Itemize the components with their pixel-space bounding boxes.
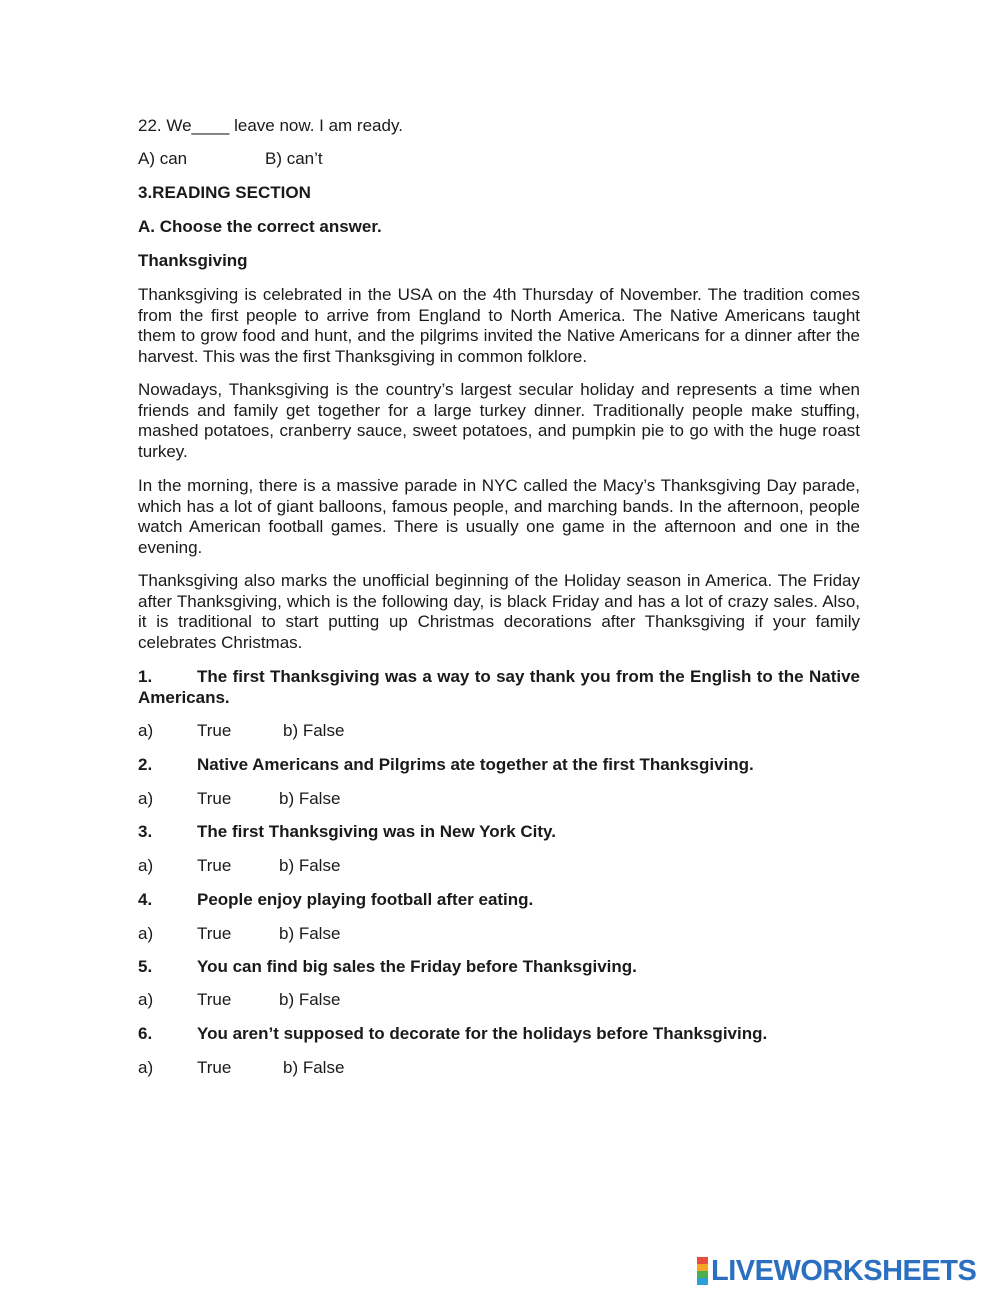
logo-block (697, 1264, 708, 1271)
instruction: A. Choose the correct answer. (138, 217, 382, 236)
logo-block (697, 1271, 708, 1278)
question-number: 4. (138, 890, 153, 909)
question-6-options (138, 1058, 344, 1079)
paragraph-1: Thanksgiving is celebrated in the USA on the 4th Thursday of November. The tradition comes from the first people to arrive from England to North America. The Native Americans taught them to grow food and hunt, and the pilgrims invited the Native Americans for a dinner after the harvest. This was the first Thanksgiving in common folklore. (138, 285, 860, 366)
option-true[interactable]: True (197, 1058, 232, 1077)
reading-title: Thanksgiving (138, 251, 248, 270)
question-number: 6. (138, 1024, 153, 1043)
paragraph-2: Nowadays, Thanksgiving is the country’s largest secular holiday and represents a time when friends and family get together for a large turkey dinner. Traditionally people make stuffing, mashed potatoes, cranberry sauce, sweet potatoes, and pumpkin pie to go with the huge roast turkey. (138, 380, 860, 461)
question-text: You aren’t supposed to decorate for the holidays before Thanksgiving. (197, 1024, 768, 1043)
question-text: The first Thanksgiving was in New York City. (197, 822, 556, 841)
option-a-label: a) (138, 721, 154, 740)
option-true[interactable]: True (197, 990, 232, 1009)
q22-option-a: A) can (138, 149, 188, 168)
option-false[interactable]: b) False (283, 721, 345, 740)
q22-option-b: B) can’t (265, 149, 323, 168)
question-number: 3. (138, 822, 153, 841)
option-false[interactable]: b) False (279, 789, 341, 808)
option-true[interactable]: True (197, 924, 232, 943)
question-2-options (138, 789, 340, 810)
question-4-options (138, 924, 340, 945)
option-a-label: a) (138, 856, 154, 875)
question-3-options (138, 856, 340, 877)
paragraph-4: Thanksgiving also marks the unofficial beginning of the Holiday season in America. The Friday after Thanksgiving, which is the following day, is black Friday and has a lot of crazy sales. Also, it is traditional to start putting up Christmas decorations after Thanksgiving if your family celebrates Christmas. (138, 571, 860, 652)
question-4 (138, 890, 860, 911)
question-5-options (138, 990, 340, 1011)
question-number: 2. (138, 755, 153, 774)
option-true[interactable]: True (197, 721, 232, 740)
question-text: You can find big sales the Friday before Thanksgiving. (197, 957, 637, 976)
option-a-label: a) (138, 789, 154, 808)
logo-block (697, 1257, 708, 1264)
question-number: 1. (138, 667, 153, 686)
question-6 (138, 1024, 860, 1045)
question-1 (138, 667, 860, 708)
paragraph-3: In the morning, there is a massive parade in NYC called the Macy’s Thanksgiving Day parade, which has a lot of giant balloons, famous people, and marching bands. In the afternoon, people watch American football games. There is usually one game in the afternoon and one in the evening. (138, 476, 860, 557)
question-text: People enjoy playing football after eating. (197, 890, 534, 909)
question-3 (138, 822, 860, 843)
section-title: 3.READING SECTION (138, 183, 311, 202)
option-false[interactable]: b) False (279, 856, 341, 875)
option-false[interactable]: b) False (279, 990, 341, 1009)
logo-text: LIVEWORKSHEETS (711, 1255, 977, 1287)
logo-block (697, 1278, 708, 1285)
question-number: 5. (138, 957, 153, 976)
question-1-options (138, 721, 344, 742)
question-2 (138, 755, 860, 776)
question-text: Native Americans and Pilgrims ate together at the first Thanksgiving. (197, 755, 754, 774)
option-true[interactable]: True (197, 789, 232, 808)
option-false[interactable]: b) False (279, 924, 341, 943)
option-a-label: a) (138, 990, 154, 1009)
liveworksheets-logo (697, 1256, 976, 1286)
q22-question: 22. We____ leave now. I am ready. (138, 116, 403, 135)
question-text: The first Thanksgiving was a way to say thank you from the English to the Native Americans. (138, 667, 860, 707)
option-true[interactable]: True (197, 856, 232, 875)
option-false[interactable]: b) False (283, 1058, 345, 1077)
q22-options (138, 149, 323, 170)
logo-blocks-icon (697, 1257, 708, 1285)
option-a-label: a) (138, 924, 154, 943)
question-5 (138, 957, 860, 978)
option-a-label: a) (138, 1058, 154, 1077)
